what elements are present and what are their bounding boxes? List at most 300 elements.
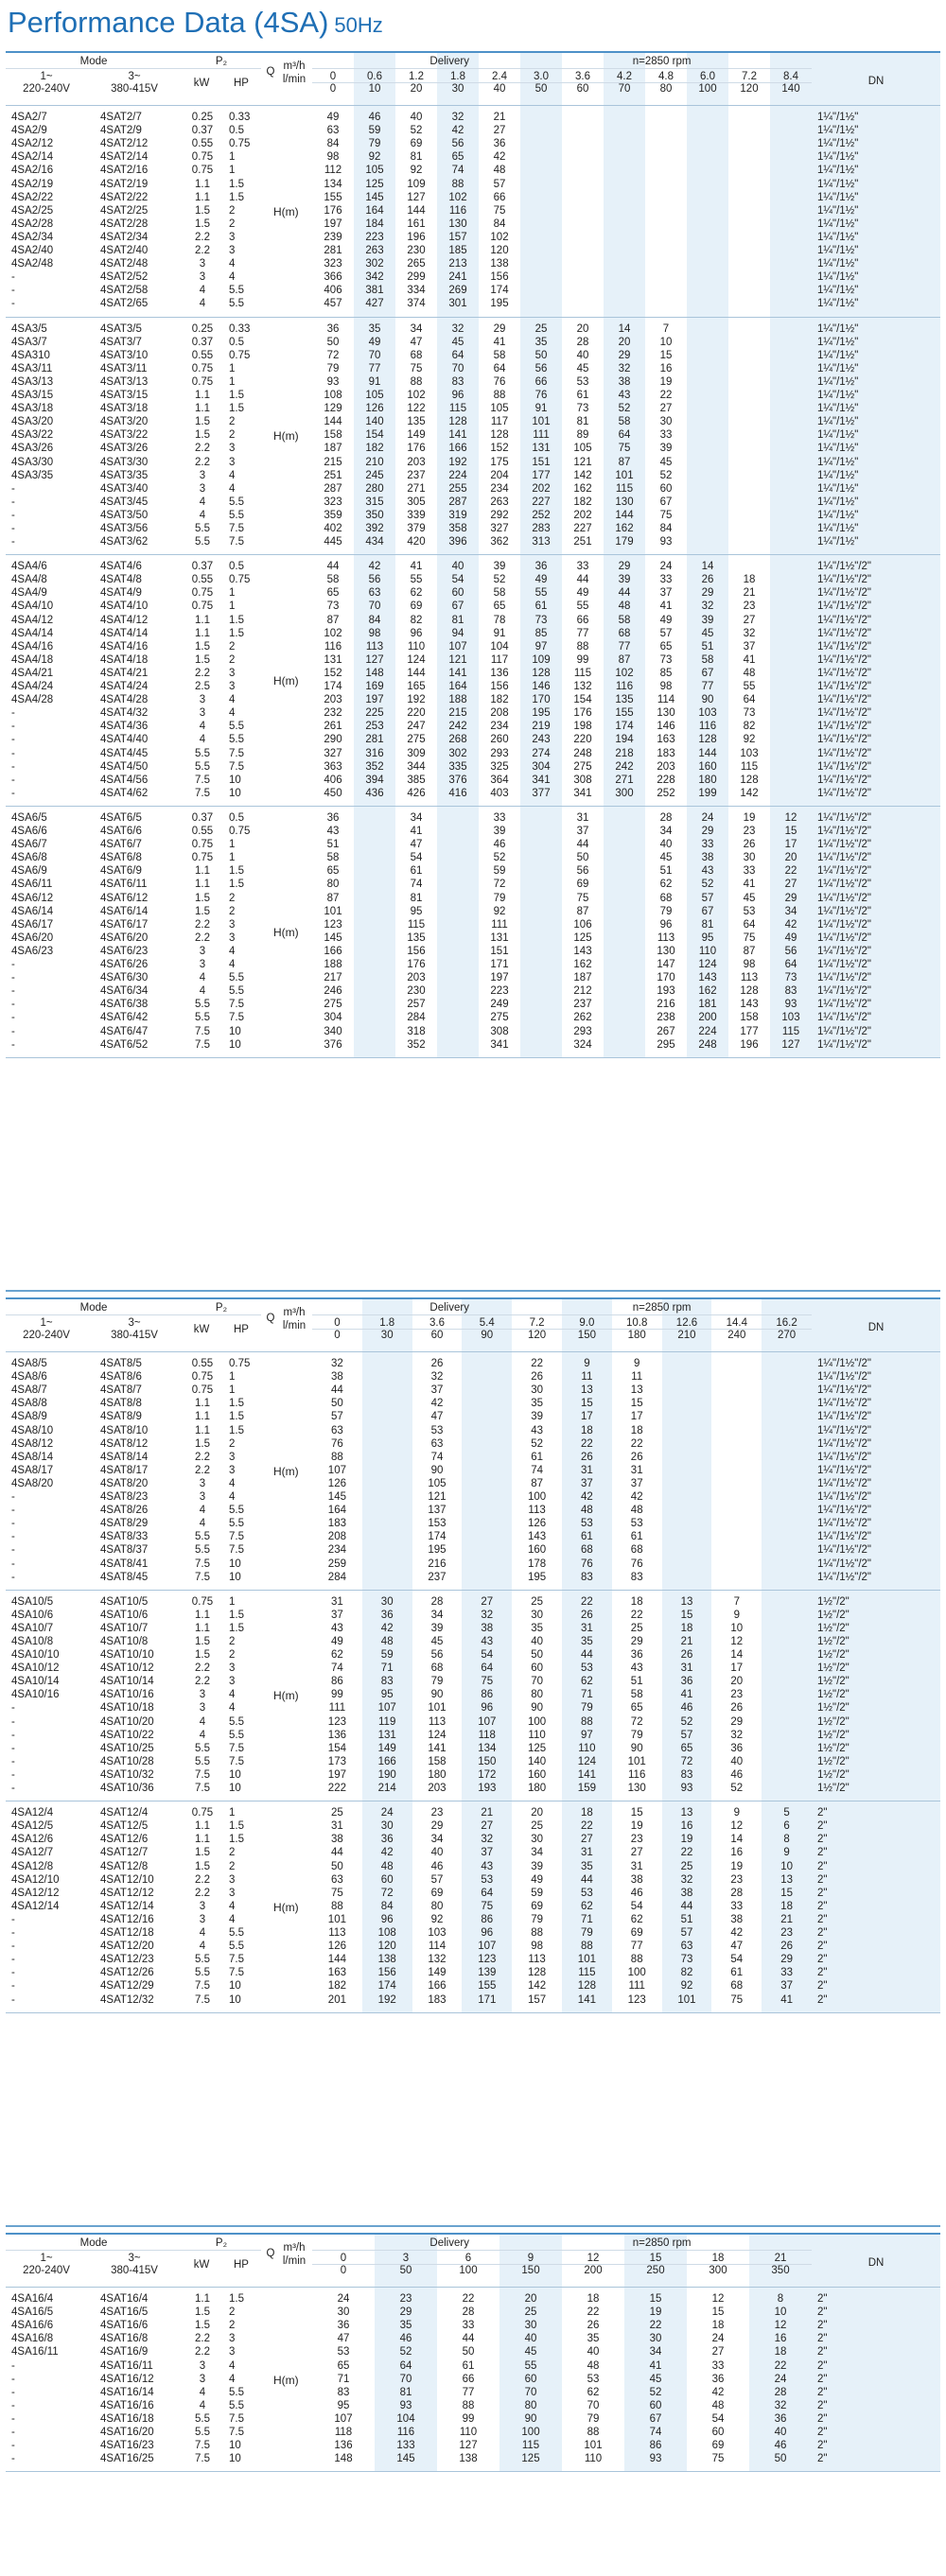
head-value: 156	[407, 945, 426, 957]
head-value: 245	[365, 469, 384, 481]
power-hp: 2	[229, 905, 236, 917]
model-single-phase: 4SA10/7	[11, 1622, 54, 1634]
dn-size: 1¼"/1½"/2"	[817, 985, 872, 998]
head-value: 290	[324, 734, 342, 746]
head-value: 172	[478, 1768, 497, 1781]
head-value: 99	[462, 2412, 475, 2425]
head-value: 92	[743, 734, 756, 746]
head-value: 133	[396, 2440, 415, 2452]
head-value: 69	[711, 2440, 725, 2452]
model-three-phase: 4SAT3/13	[100, 375, 149, 388]
head-value: 75	[576, 892, 589, 904]
model-three-phase: 4SAT8/7	[100, 1384, 142, 1397]
dn-size: 1¼"/1½"/2"	[817, 587, 872, 600]
head-value: 32	[481, 1609, 494, 1621]
head-value: 30	[380, 1820, 394, 1833]
table-row	[6, 1026, 940, 1039]
head-value: 116	[615, 681, 634, 693]
head-value: 188	[324, 959, 342, 971]
head-value: 46	[730, 1768, 744, 1781]
head-value: 352	[407, 1038, 426, 1051]
head-value: 81	[701, 918, 714, 931]
head-value: 145	[327, 1491, 346, 1503]
head-value: 115	[615, 482, 634, 495]
head-value: 177	[532, 469, 551, 481]
power-kw: 5.5	[195, 1012, 210, 1024]
model-single-phase: -	[11, 2440, 15, 2452]
head-value: 65	[337, 2359, 350, 2372]
model-single-phase: -	[11, 1715, 15, 1728]
power-hp: 5.5	[229, 285, 244, 297]
head-value: 269	[448, 285, 467, 297]
head-value: 128	[527, 1967, 547, 1979]
head-value: 27	[784, 879, 797, 891]
head-value: 115	[521, 2440, 540, 2452]
model-three-phase: 4SAT3/40	[100, 482, 149, 495]
table-row	[6, 654, 940, 668]
header-divider	[312, 1329, 812, 1330]
head-value: 49	[784, 931, 797, 944]
head-value: 57	[701, 892, 714, 904]
head-value: 111	[533, 429, 550, 442]
power-hp: 7.5	[229, 523, 244, 534]
model-single-phase: 4SA2/25	[11, 204, 54, 217]
head-value: 93	[659, 536, 673, 548]
head-value: 232	[324, 707, 342, 720]
model-single-phase: -	[11, 1518, 15, 1530]
head-value: 126	[327, 1477, 346, 1489]
head-value: 144	[324, 416, 342, 428]
head-value: 26	[730, 1702, 744, 1714]
head-value: 323	[324, 258, 342, 270]
model-single-phase: -	[11, 1571, 15, 1583]
head-value: 14	[618, 322, 631, 335]
table-row	[6, 999, 940, 1012]
model-single-phase: 4SA8/20	[11, 1477, 54, 1489]
model-single-phase: -	[11, 734, 15, 746]
dn-size: 2"	[817, 2359, 828, 2372]
model-three-phase: 4SAT4/40	[100, 734, 149, 746]
head-value: 69	[410, 600, 423, 613]
head-value: 58	[618, 416, 631, 428]
head-value: 13	[581, 1384, 593, 1397]
head-value: 43	[630, 1662, 643, 1675]
head-value: 187	[573, 972, 592, 984]
single-phase-voltage: 220-240V	[23, 2265, 70, 2276]
power-kw: 5.5	[195, 2427, 210, 2438]
head-value: 36	[493, 138, 506, 150]
table-row	[6, 1689, 940, 1702]
dn-size: 1¼"/1½"/2"	[817, 839, 872, 851]
head-unit-label: H(m)	[273, 429, 299, 444]
model-three-phase: 4SAT3/62	[100, 536, 149, 548]
model-single-phase: 4SA10/14	[11, 1676, 60, 1688]
dn-size: 2"	[817, 2427, 828, 2438]
power-kw: 2.2	[195, 1887, 210, 1899]
power-kw: 7.5	[195, 1980, 210, 1993]
table-row	[6, 985, 940, 999]
flow-m3h: 10.8	[626, 1317, 648, 1329]
power-hp: 4	[229, 1702, 236, 1714]
dn-size: 1¼"/1½"/2"	[817, 1012, 872, 1024]
model-three-phase: 4SAT8/6	[100, 1371, 142, 1384]
head-value: 193	[478, 1783, 497, 1795]
head-value: 281	[324, 245, 342, 256]
dn-size: 1¼"/1½"/2"	[817, 694, 872, 706]
head-value: 74	[430, 1451, 444, 1463]
head-value: 149	[407, 429, 426, 442]
power-hp: 5.5	[229, 1927, 244, 1940]
head-value: 49	[534, 574, 548, 586]
head-value: 123	[324, 918, 342, 931]
power-hp: 1	[229, 165, 236, 177]
head-value: 83	[380, 1676, 394, 1688]
table-row	[6, 681, 940, 694]
model-single-phase: 4SA4/28	[11, 694, 54, 706]
head-value: 32	[331, 1358, 343, 1369]
model-single-phase: 4SA6/9	[11, 865, 47, 878]
head-value: 102	[490, 231, 509, 243]
head-value: 75	[410, 362, 423, 374]
head-value: 227	[573, 523, 592, 534]
power-kw: 2.2	[195, 456, 210, 468]
head-value: 228	[657, 774, 675, 786]
head-value: 44	[331, 1847, 343, 1859]
head-value: 70	[368, 600, 381, 613]
three-phase-voltage: 380-415V	[111, 1330, 158, 1341]
head-value: 73	[784, 972, 797, 984]
power-kw: 0.37	[191, 561, 214, 573]
power-kw: 1.5	[195, 416, 210, 428]
head-value: 108	[324, 390, 342, 401]
head-value: 29	[493, 322, 506, 335]
head-value: 252	[657, 787, 675, 799]
power-hp: 1	[229, 600, 236, 613]
head-value: 116	[698, 721, 717, 733]
head-value: 17	[784, 839, 797, 851]
table-row	[6, 232, 940, 245]
head-value: 70	[531, 1676, 543, 1688]
model-single-phase: 4SA8/8	[11, 1398, 47, 1410]
head-value: 339	[407, 509, 426, 521]
head-value: 121	[448, 653, 467, 666]
head-value: 107	[448, 640, 467, 653]
head-value: 101	[324, 905, 342, 917]
model-three-phase: 4SAT8/12	[100, 1437, 149, 1450]
head-value: 72	[680, 1755, 693, 1767]
head-value: 32	[701, 600, 714, 613]
dn-size: 1¼"/1½"/2"	[817, 774, 872, 786]
head-value: 75	[493, 204, 506, 217]
power-kw: 0.55	[191, 574, 214, 586]
head-value: 44	[581, 1873, 593, 1886]
head-value: 88	[587, 2427, 600, 2438]
model-single-phase: 4SA12/4	[11, 1807, 54, 1819]
table-row	[6, 363, 940, 376]
head-value: 157	[527, 1993, 547, 2006]
single-phase-voltage: 220-240V	[23, 83, 70, 95]
model-three-phase: 4SAT16/4	[100, 2293, 149, 2305]
head-value: 16	[730, 1847, 744, 1859]
head-value: 128	[490, 429, 509, 442]
head-value: 164	[327, 1505, 346, 1517]
head-value: 61	[576, 390, 589, 401]
power-hp: 1.5	[229, 1424, 244, 1436]
head-value: 35	[399, 2320, 412, 2332]
head-value: 77	[701, 681, 714, 693]
head-value: 34	[531, 1847, 543, 1859]
head-value: 96	[380, 1913, 394, 1925]
head-value: 102	[448, 191, 467, 203]
head-value: 38	[680, 1887, 693, 1899]
head-value: 402	[324, 523, 342, 534]
power-kw: 7.5	[195, 1993, 210, 2006]
head-value: 41	[649, 2359, 662, 2372]
head-value: 36	[380, 1609, 394, 1621]
flow-lmin: 90	[481, 1330, 494, 1341]
flow-lmin: 50	[399, 2265, 412, 2276]
kw-header: kW	[193, 1324, 210, 1335]
head-value: 12	[711, 2293, 725, 2305]
head-value: 55	[524, 2359, 537, 2372]
head-value: 125	[527, 1742, 547, 1754]
head-value: 143	[573, 945, 592, 957]
head-value: 26	[430, 1358, 444, 1369]
power-kw: 0.75	[191, 1371, 214, 1384]
head-value: 29	[784, 892, 797, 904]
flow-lmin: 350	[771, 2265, 790, 2276]
head-value: 86	[331, 1676, 343, 1688]
dn-size: 2"	[817, 1900, 828, 1912]
model-three-phase: 4SAT6/12	[100, 892, 149, 904]
power-hp: 5.5	[229, 1715, 244, 1728]
power-hp: 10	[229, 1038, 241, 1051]
head-value: 130	[615, 496, 634, 508]
head-value: 22	[581, 1437, 593, 1450]
head-value: 123	[627, 1993, 646, 2006]
head-value: 141	[428, 1742, 447, 1754]
model-three-phase: 4SAT6/17	[100, 918, 149, 931]
power-kw: 4	[199, 1941, 206, 1953]
head-value: 103	[740, 747, 759, 759]
model-three-phase: 4SAT10/5	[100, 1595, 149, 1608]
dn-size: 2"	[817, 1967, 828, 1979]
head-value: 304	[324, 1012, 342, 1024]
model-three-phase: 4SAT16/6	[100, 2320, 149, 2332]
power-kw: 1.1	[195, 1820, 210, 1833]
dn-size: 2"	[817, 1860, 828, 1872]
head-value: 107	[327, 1464, 346, 1476]
model-three-phase: 4SAT3/45	[100, 496, 149, 508]
dn-size: 1¼"/1½"/2"	[817, 972, 872, 984]
head-value: 38	[481, 1622, 494, 1634]
table-row	[6, 1807, 940, 1820]
head-value: 267	[657, 1025, 675, 1037]
power-hp: 7.5	[229, 1012, 244, 1024]
model-single-phase: -	[11, 760, 15, 773]
head-value: 161	[407, 218, 426, 230]
single-phase-label: 1~	[40, 2253, 53, 2264]
power-kw: 7.5	[195, 1768, 210, 1781]
head-value: 115	[573, 667, 592, 679]
head-value: 72	[326, 349, 340, 361]
head-value: 21	[780, 1913, 793, 1925]
head-value: 260	[490, 734, 509, 746]
head-value: 61	[730, 1967, 744, 1979]
model-three-phase: 4SAT10/6	[100, 1609, 149, 1621]
head-value: 43	[531, 1424, 543, 1436]
model-single-phase: 4SA2/34	[11, 231, 54, 243]
power-kw: 3	[199, 945, 206, 957]
head-value: 70	[399, 2373, 412, 2385]
head-value: 275	[490, 1012, 509, 1024]
head-value: 124	[407, 653, 426, 666]
power-hp: 10	[229, 1558, 241, 1570]
head-value: 176	[573, 707, 592, 720]
head-value: 234	[490, 721, 509, 733]
head-value: 37	[481, 1847, 494, 1859]
head-value: 188	[448, 694, 467, 706]
head-value: 44	[576, 839, 589, 851]
head-value: 33	[659, 429, 673, 442]
head-value: 61	[462, 2359, 475, 2372]
head-value: 248	[573, 747, 592, 759]
dn-size: 1½"/2"	[817, 1635, 850, 1647]
head-value: 141	[577, 1993, 596, 2006]
table-row	[6, 721, 940, 734]
head-value: 15	[630, 1398, 643, 1410]
head-value: 130	[448, 218, 467, 230]
head-value: 33	[711, 2359, 725, 2372]
model-single-phase: -	[11, 1913, 15, 1925]
model-single-phase: -	[11, 1729, 15, 1741]
head-value: 36	[711, 2373, 725, 2385]
table-row	[6, 1518, 940, 1531]
model-single-phase: -	[11, 1927, 15, 1940]
table-header	[6, 1297, 940, 1352]
head-value: 101	[327, 1913, 346, 1925]
flow-m3h: 6	[464, 2253, 472, 2264]
head-value: 125	[365, 178, 384, 190]
table-row	[6, 443, 940, 456]
head-value: 14	[701, 561, 714, 573]
table-row	[6, 429, 940, 443]
flow-m3h: 1.8	[379, 1317, 395, 1329]
head-value: 54	[481, 1649, 494, 1662]
head-value: 90	[430, 1464, 444, 1476]
power-hp: 7.5	[229, 1544, 244, 1557]
dn-size: 1¼"/1½"	[817, 218, 859, 230]
head-value: 68	[618, 627, 631, 639]
head-value: 87	[618, 456, 631, 468]
power-kw: 1.5	[195, 1437, 210, 1450]
model-single-phase: 4SA4/6	[11, 561, 47, 573]
model-single-phase: 4SA310	[11, 349, 50, 361]
head-value: 87	[531, 1477, 543, 1489]
head-value: 200	[698, 1012, 717, 1024]
head-value: 74	[649, 2427, 662, 2438]
head-value: 23	[730, 1873, 744, 1886]
head-value: 61	[410, 865, 423, 878]
table-header	[6, 51, 940, 106]
head-value: 96	[451, 390, 464, 401]
dn-size: 2"	[817, 1913, 828, 1925]
head-value: 47	[410, 839, 423, 851]
head-value: 88	[410, 375, 423, 388]
head-value: 80	[531, 1689, 543, 1701]
flow-m3h: 9	[527, 2253, 534, 2264]
power-kw: 4	[199, 721, 206, 733]
power-kw: 1.1	[195, 390, 210, 401]
power-kw: 3	[199, 469, 206, 481]
model-single-phase: -	[11, 482, 15, 495]
head-value: 101	[677, 1993, 696, 2006]
power-kw: 0.75	[191, 151, 214, 164]
power-hp: 5.5	[229, 972, 244, 984]
flow-lmin: 250	[646, 2265, 665, 2276]
power-hp: 1.5	[229, 1411, 244, 1423]
head-value: 261	[324, 721, 342, 733]
model-single-phase: -	[11, 496, 15, 508]
head-value: 183	[657, 747, 675, 759]
power-hp: 4	[229, 1913, 236, 1925]
dn-size: 2"	[817, 1820, 828, 1833]
head-value: 90	[531, 1702, 543, 1714]
head-value: 31	[331, 1820, 343, 1833]
head-value: 81	[399, 2386, 412, 2398]
performance-table-4sa16	[6, 2233, 940, 2472]
head-value: 113	[328, 1927, 346, 1940]
power-hp: 5.5	[229, 1518, 244, 1530]
model-three-phase: 4SAT16/18	[100, 2412, 154, 2425]
power-hp: 7.5	[229, 760, 244, 773]
table-row	[6, 1531, 940, 1544]
head-value: 60	[659, 482, 673, 495]
head-value: 116	[448, 204, 467, 217]
flow-m3h: 0	[340, 2253, 347, 2264]
head-value: 51	[680, 1913, 693, 1925]
table-row	[6, 376, 940, 390]
power-hp: 5.5	[229, 298, 244, 310]
head-value: 153	[428, 1518, 447, 1530]
power-kw: 4	[199, 2399, 206, 2411]
head-value: 50	[331, 1860, 343, 1872]
head-value: 42	[451, 125, 464, 137]
head-value: 32	[743, 627, 756, 639]
head-value: 26	[680, 1649, 693, 1662]
model-single-phase: -	[11, 721, 15, 733]
model-single-phase: -	[11, 787, 15, 799]
power-kw: 1.5	[195, 218, 210, 230]
dn-size: 1¼"/1½"	[817, 443, 859, 455]
head-value: 32	[430, 1371, 444, 1384]
head-value: 66	[576, 614, 589, 626]
head-value: 38	[331, 1371, 343, 1384]
power-hp: 3	[229, 245, 236, 256]
table-row	[6, 1662, 940, 1676]
dn-size: 2"	[817, 1927, 828, 1940]
head-value: 379	[407, 523, 426, 534]
model-three-phase: 4SAT12/26	[100, 1967, 154, 1979]
head-value: 127	[781, 1038, 800, 1051]
dn-size: 2"	[817, 1807, 828, 1819]
head-value: 100	[527, 1715, 547, 1728]
head-value: 44	[581, 1649, 593, 1662]
head-value: 219	[532, 721, 551, 733]
table-row	[6, 1994, 940, 2008]
head-value: 128	[740, 774, 759, 786]
head-value: 141	[577, 1768, 596, 1781]
